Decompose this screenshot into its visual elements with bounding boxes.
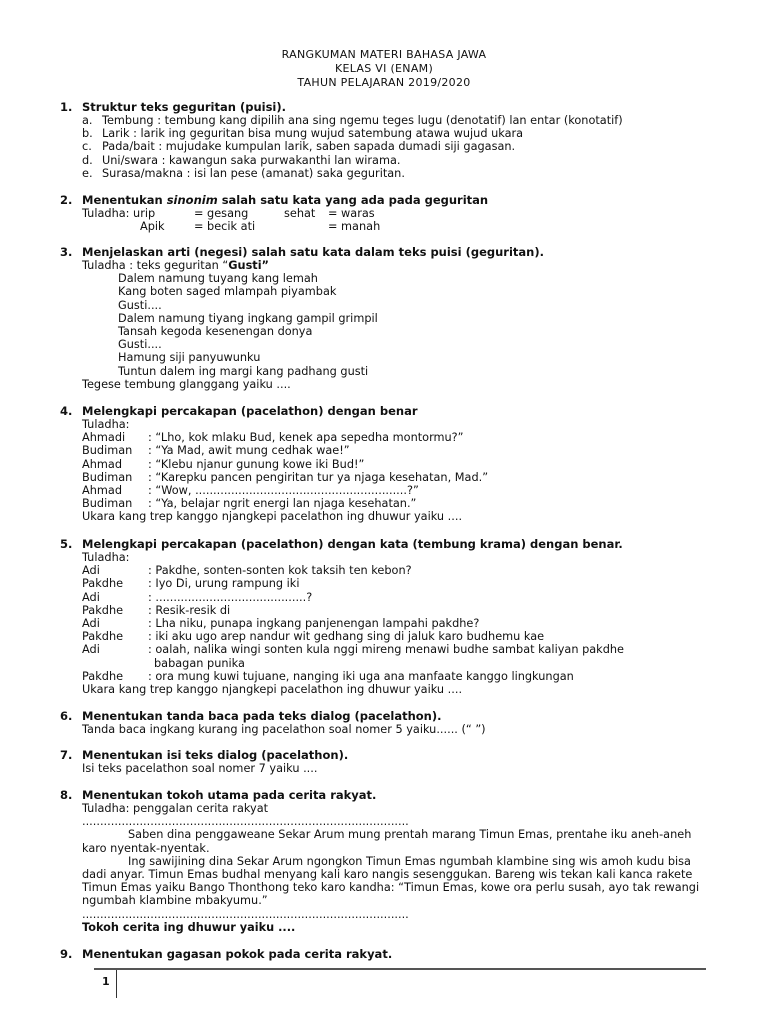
section-8 <box>60 788 720 934</box>
story-paragraph: Ing sawijining dina Sekar Arum ngongkon Timun Emas ngumbah klambine sing wis amoh kudu bisa dadi anyar. Timun Emas budhal menyang kali karo nangis sesenggukan. Bareng wis tekan kali kanca rakete Timun Emas yaiku Bango Thonthong teko karo kandha: “Timun Emas, kowe ora perlu susah, ayo tak rewangi ngumbah klambine mbakyumu.” <box>82 854 700 908</box>
section-1-title: 1. Struktur teks geguritan (puisi). <box>60 100 286 114</box>
section-1 <box>60 100 720 180</box>
section-8-title: 8. Menentukan tokoh utama pada cerita rakyat. <box>60 788 377 802</box>
dialog-continuation: babagan punika <box>154 656 245 670</box>
dialog-line: Adi : oalah, nalika wingi sonten kula nggi mireng menawi budhe sambat kaliyan pakdhe <box>82 643 624 657</box>
dialog-line: Budiman : “Ya Mad, awit mung cedhak wae!” <box>82 444 350 458</box>
header-class: KELAS VI (ENAM) <box>334 62 434 75</box>
section-2-title: 2. Menentukan sinonim salah satu kata yang ada pada geguritan <box>60 193 489 207</box>
poem-line: Gusti.... <box>118 298 162 312</box>
example-label: Tuladha: penggalan cerita rakyat <box>82 802 269 815</box>
section-7-title: 7. Menentukan isi teks dialog (pacelathon). <box>60 748 349 762</box>
poem-line: Tansah kegoda kesenengan donya <box>118 325 313 339</box>
section-3-title: 3. Menjelaskan arti (negesi) salah satu kata dalam teks puisi (geguritan). <box>60 245 544 259</box>
poem-line: Hamung siji panyuwunku <box>118 351 261 365</box>
section-4-title: 4. Melengkapi percakapan (pacelathon) dengan benar <box>60 404 418 418</box>
list-item: b. Larik : larik ing geguritan bisa mung wujud satembung atawa wujud ukara <box>82 127 524 141</box>
story-question: Tokoh cerita ing dhuwur yaiku .... <box>82 920 296 934</box>
example-label: Tuladha: <box>82 418 130 431</box>
poem-line: Dalem namung tuyang kang lemah <box>118 272 318 286</box>
section-7-text: Isi teks pacelathon soal nomer 7 yaiku .... <box>82 762 318 775</box>
header-title: RANGKUMAN MATERI BAHASA JAWA <box>281 48 487 61</box>
section-7 <box>60 748 720 775</box>
poem-line: Kang boten saged mlampah piyambak <box>118 285 337 299</box>
page-number: 1 <box>102 975 110 988</box>
dialog-line: Adi : Lha niku, punapa ingkang panjenengan lampahi pakdhe? <box>82 617 480 631</box>
section-6-title: 6. Menentukan tanda baca pada teks dialog (pacelathon). <box>60 709 442 723</box>
dialog-line: Ahmadi : “Lho, kok mlaku Bud, kenek apa sepedha montormu?” <box>82 431 464 445</box>
dialog-question: Ukara kang trep kanggo njangkepi pacelathon ing dhuwur yaiku .... <box>82 510 463 524</box>
example-label: Tuladha: <box>82 551 130 564</box>
poem-line: Dalem namung tiyang ingkang gampil grimpil <box>118 311 378 325</box>
dialog-line: Budiman : “Ya, belajar ngrit energi lan njaga kesehatan.” <box>82 497 417 511</box>
header-year: TAHUN PELAJARAN 2019/2020 <box>297 76 471 89</box>
section-5 <box>60 537 720 696</box>
list-item: d. Uni/swara : kawangun saka purwakanthi lan wirama. <box>82 153 401 167</box>
list-item: c. Pada/bait : mujudake kumpulan larik, saben sapada dumadi siji gagasan. <box>82 140 516 154</box>
poem-line: Gusti.... <box>118 338 162 352</box>
synonym-row: Apik = becik ati = manah <box>140 220 381 234</box>
section-6 <box>60 709 720 736</box>
dialog-line: Budiman : “Karepku pancen pengiritan tur ya njaga kesehatan, Mad.” <box>82 470 489 484</box>
dialog-line: Adi : ..........................................? <box>82 590 313 604</box>
dialog-line: Pakdhe : Iyo Di, urung rampung iki <box>82 577 300 591</box>
dialog-line: Pakdhe : Resik-resik di <box>82 603 231 617</box>
document-header <box>0 48 768 90</box>
section-6-text: Tanda baca ingkang kurang ing pacelathon soal nomer 5 yaiku...... (“ ”) <box>82 723 486 736</box>
poem-intro: Tuladha : teks geguritan “Gusti” <box>82 259 269 272</box>
list-item: e. Surasa/makna : isi lan pese (amanat) saka geguritan. <box>82 166 405 180</box>
dialog-line: Adi : Pakdhe, sonten-sonten kok taksih ten kebon? <box>82 564 412 578</box>
dialog-line: Ahmad : “Klebu njanur gunung kowe iki Bud!” <box>82 457 365 471</box>
synonym-row: Tuladha: urip = gesang sehat = waras <box>82 207 375 220</box>
section-3 <box>60 245 720 391</box>
poem-question: Tegese tembung glanggang yaiku .... <box>82 377 291 391</box>
section-5-title: 5. Melengkapi percakapan (pacelathon) dengan kata (tembung krama) dengan benar. <box>60 537 623 551</box>
dialog-question: Ukara kang trep kanggo njangkepi pacelathon ing dhuwur yaiku .... <box>82 683 463 697</box>
dotted-separator: ........................................................................................... <box>82 815 409 829</box>
list-item: a. Tembung : tembung kang dipilih ana sing ngemu teges lugu (denotatif) lan entar (konotatif) <box>82 114 623 127</box>
footer-rule <box>94 968 706 970</box>
dialog-line: Pakdhe : ora mung kuwi tujuane, nanging iki uga ana manfaate kanggo lingkungan <box>82 669 574 683</box>
footer-divider <box>116 970 117 998</box>
dialog-line: Ahmad : “Wow, ...........................................................?” <box>82 484 419 498</box>
dialog-line: Pakdhe : iki aku ugo arep nandur wit gedhang sing di jaluk karo budhemu kae <box>82 630 545 644</box>
story-paragraph: Saben dina penggaweane Sekar Arum mung prentah marang Timun Emas, prentahe iku aneh-aneh karo nyentak-nyentak. <box>82 828 692 855</box>
section-9-title: 9. Menentukan gagasan pokok pada cerita rakyat. <box>60 947 393 961</box>
section-9 <box>60 947 720 961</box>
dotted-separator: ........................................................................................... <box>82 907 409 921</box>
section-2 <box>60 193 720 233</box>
section-4 <box>60 404 720 524</box>
poem-line: Tuntun dalem ing margi kang padhang gusti <box>118 364 369 378</box>
